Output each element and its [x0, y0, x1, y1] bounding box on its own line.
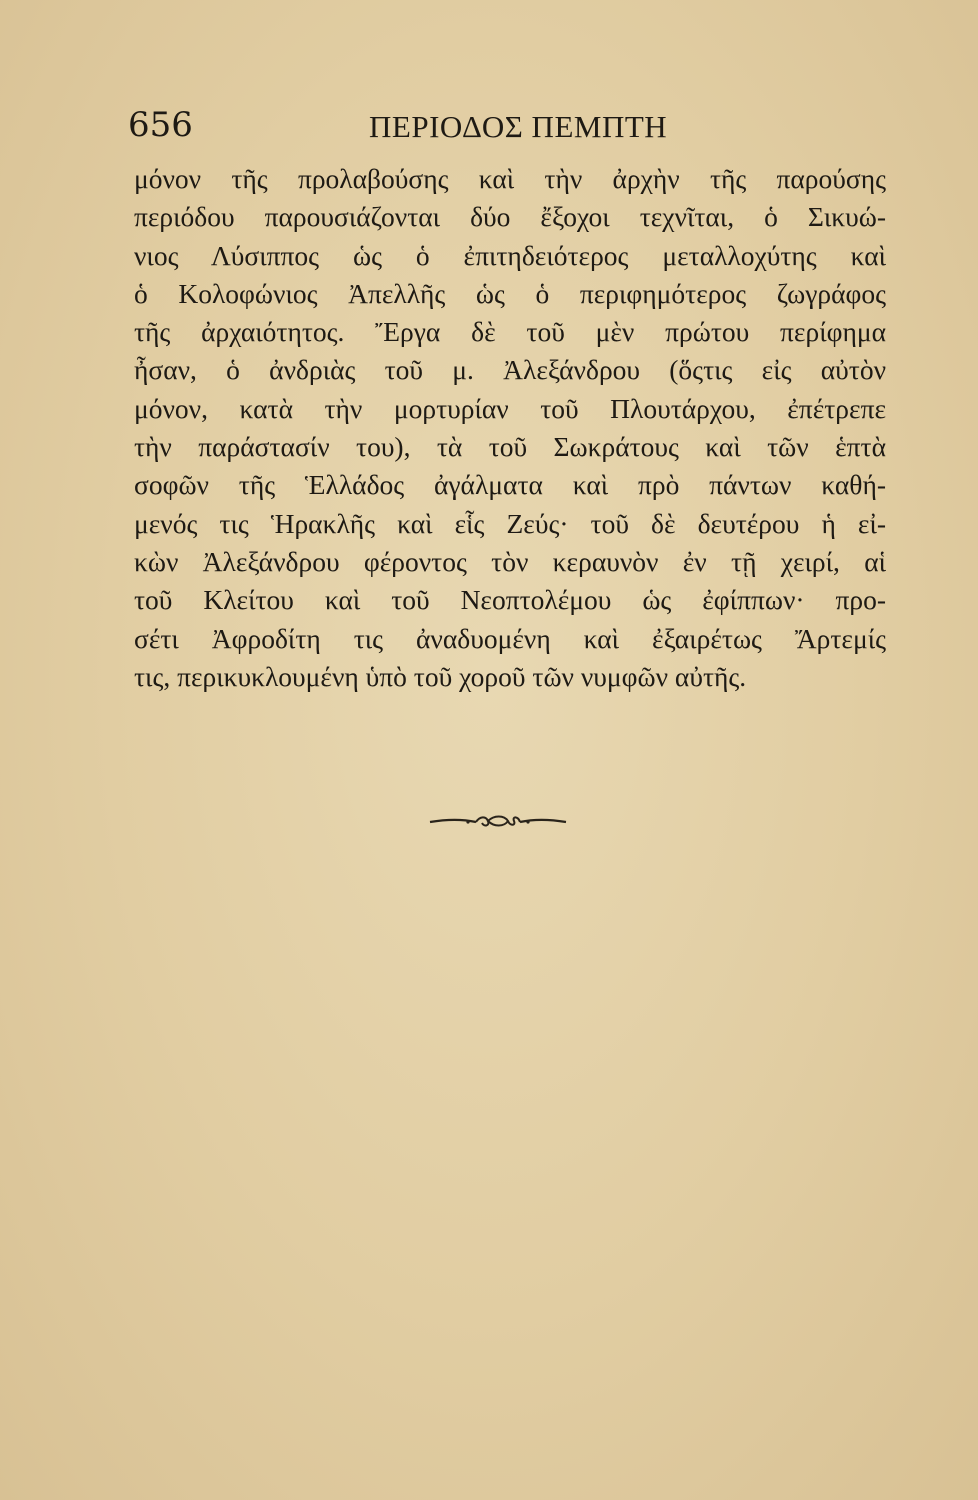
text-line: ἦσαν, ὁ ἀνδριὰς τοῦ μ. Ἀλεξάνδρου (ὅςτις εἰς αὐτὸν — [134, 354, 886, 386]
text-line-last: τις, περικυκλουμένη ὑπὸ τοῦ χοροῦ τῶν νυμφῶν αὐτῆς. — [134, 660, 747, 692]
text-line: μενός τις Ἡρακλῆς καὶ εἷς Ζεύς· τοῦ δὲ δευτέρου ἡ εἰ- — [134, 507, 886, 539]
text-line: νιος Λύσιππος ὡς ὁ ἐπιτηδειότερος μεταλλοχύτης καὶ — [134, 239, 886, 271]
text-line: τῆς ἀρχαιότητος. Ἔργα δὲ τοῦ μὲν πρώτου περίφημα — [134, 316, 886, 348]
text-line: τὴν παράστασίν του), τὰ τοῦ Σωκράτους καὶ τῶν ἑπτὰ — [134, 431, 886, 463]
text-line: σοφῶν τῆς Ἑλλάδος ἀγάλματα καὶ πρὸ πάντων καθή- — [134, 469, 886, 501]
text-line: τοῦ Κλείτου καὶ τοῦ Νεοπτολέμου ὡς ἐφίππων· προ- — [134, 584, 886, 616]
text-line: ὁ Κολοφώνιος Ἀπελλῆς ὡς ὁ περιφημότερος ζωγράφος — [134, 277, 886, 309]
page-number: 656 — [128, 105, 193, 145]
text-line: σέτι Ἀφροδίτη τις ἀναδυομένη καὶ ἐξαιρέτως Ἄρτεμίς — [134, 622, 886, 654]
tailpiece-ornament-icon — [428, 809, 568, 833]
text-line: περιόδου παρουσιάζονται δύο ἔξοχοι τεχνῖται, ὁ Σικυώ- — [134, 201, 886, 233]
running-title: ΠΕΡΙΟΔΟΣ ΠΕΜΠΤΗ — [369, 109, 668, 144]
body-text — [134, 160, 886, 696]
text-line: μόνον τῆς προλαβούσης καὶ τὴν ἀρχὴν τῆς παρούσης — [134, 163, 886, 194]
page-header — [128, 100, 888, 150]
text-line: κὼν Ἀλεξάνδρου φέροντος τὸν κεραυνὸν ἐν τῇ χειρί, αἱ — [134, 545, 886, 577]
text-line: μόνον, κατὰ τὴν μορτυρίαν τοῦ Πλουτάρχου, ἐπέτρεπε — [134, 392, 886, 424]
